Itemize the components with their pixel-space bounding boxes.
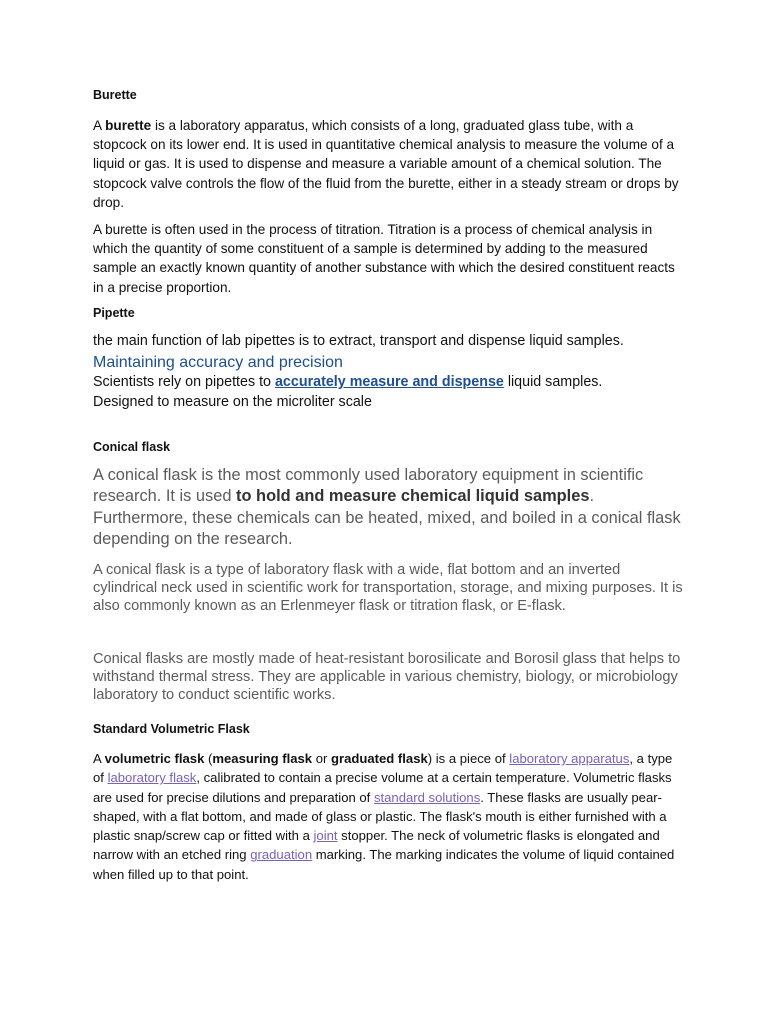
text-span: is a laboratory apparatus, which consists of a long, graduated glass tube, with a stopcock on its lower end. It is used in quantitative chemical analysis to measure the volume of a liquid or gas. It is used to dispense and measure a variable amount of a chemical solution. The stopcock valve controls the flow of the fluid from the burette, either in a steady stream or drops by drop. bbox=[93, 118, 679, 210]
text-span: ) is a piece of bbox=[427, 751, 510, 766]
accurately-measure-link[interactable]: accurately measure and dispense bbox=[274, 374, 504, 390]
volumetric-heading: Standard Volumetric Flask bbox=[93, 722, 250, 736]
text-span: A bbox=[93, 751, 105, 766]
volumetric-paragraph bbox=[93, 749, 683, 884]
pipette-subheading: Maintaining accuracy and precision bbox=[93, 354, 343, 371]
text-span: marking. The marking indicates the volume of liquid contained when filled up to that point. bbox=[93, 847, 675, 882]
text-span: A conical flask is the most commonly used laboratory equipment in scientific research. It is used bbox=[93, 466, 644, 506]
bold-term: measuring flask bbox=[212, 751, 313, 766]
burette-paragraph-2: A burette is often used in the process of titration. Titration is a process of chemical analysis in which the quantity of some constituent of a sample is determined by adding to the measured sample an exactly known quantity of another substance with which the desired constituent reacts in a precise proportion. bbox=[93, 222, 675, 295]
bold-term: graduated flask bbox=[330, 751, 428, 766]
text-span: , a type of bbox=[93, 751, 673, 786]
text-span: , calibrated to contain a precise volume at a certain temperature. Volumetric flasks are used for precise dilutions and preparation of bbox=[93, 770, 672, 805]
conical-paragraph-3: Conical flasks are mostly made of heat-resistant borosilicate and Borosil glass that helps to withstand thermal stress. They are applicable in various chemistry, biology, or microbiology laboratory to conduct scientific works. bbox=[93, 651, 681, 704]
conical-heading: Conical flask bbox=[93, 440, 171, 454]
text-span: A bbox=[93, 118, 106, 133]
conical-paragraph-1 bbox=[93, 465, 683, 550]
text-span: . Furthermore, these chemicals can be heated, mixed, and boiled in a conical flask depending on the research. bbox=[93, 487, 681, 548]
conical-paragraph-2: A conical flask is a type of laboratory flask with a wide, flat bottom and an inverted cylindrical neck used in scientific work for transportation, storage, and mixing purposes. It is also commonly known as an Erlenmeyer flask or titration flask, or E-flask. bbox=[93, 562, 683, 615]
burette-paragraph-1 bbox=[93, 116, 683, 212]
pipette-heading: Pipette bbox=[93, 306, 135, 320]
pipette-line-4: Designed to measure on the microliter scale bbox=[93, 394, 372, 410]
text-span: . These flasks are usually pear-shaped, with a flat bottom, and made of glass or plastic. The flask's mouth is either furnished with a plastic snap/screw cap or fitted with a bbox=[93, 789, 667, 844]
laboratory-flask-link[interactable]: laboratory flask bbox=[107, 770, 197, 786]
pipette-line-1: the main function of lab pipettes is to extract, transport and dispense liquid samples. bbox=[93, 333, 624, 349]
text-span: liquid samples. bbox=[503, 374, 603, 390]
burette-term: burette bbox=[105, 118, 152, 133]
bold-phrase: to hold and measure chemical liquid samples bbox=[236, 487, 590, 506]
bold-term: volumetric flask bbox=[104, 751, 205, 766]
text-span: stopper. The neck of volumetric flasks is elongated and narrow with an etched ring bbox=[93, 828, 660, 863]
graduation-link[interactable]: graduation bbox=[250, 847, 313, 863]
text-span: or bbox=[312, 751, 331, 766]
standard-solutions-link[interactable]: standard solutions bbox=[373, 789, 481, 805]
pipette-line-3 bbox=[93, 373, 693, 393]
burette-heading: Burette bbox=[93, 88, 137, 102]
joint-link[interactable]: joint bbox=[313, 828, 338, 844]
text-span: ( bbox=[204, 751, 213, 766]
text-span: Scientists rely on pipettes to bbox=[93, 374, 275, 390]
laboratory-apparatus-link[interactable]: laboratory apparatus bbox=[509, 751, 630, 766]
